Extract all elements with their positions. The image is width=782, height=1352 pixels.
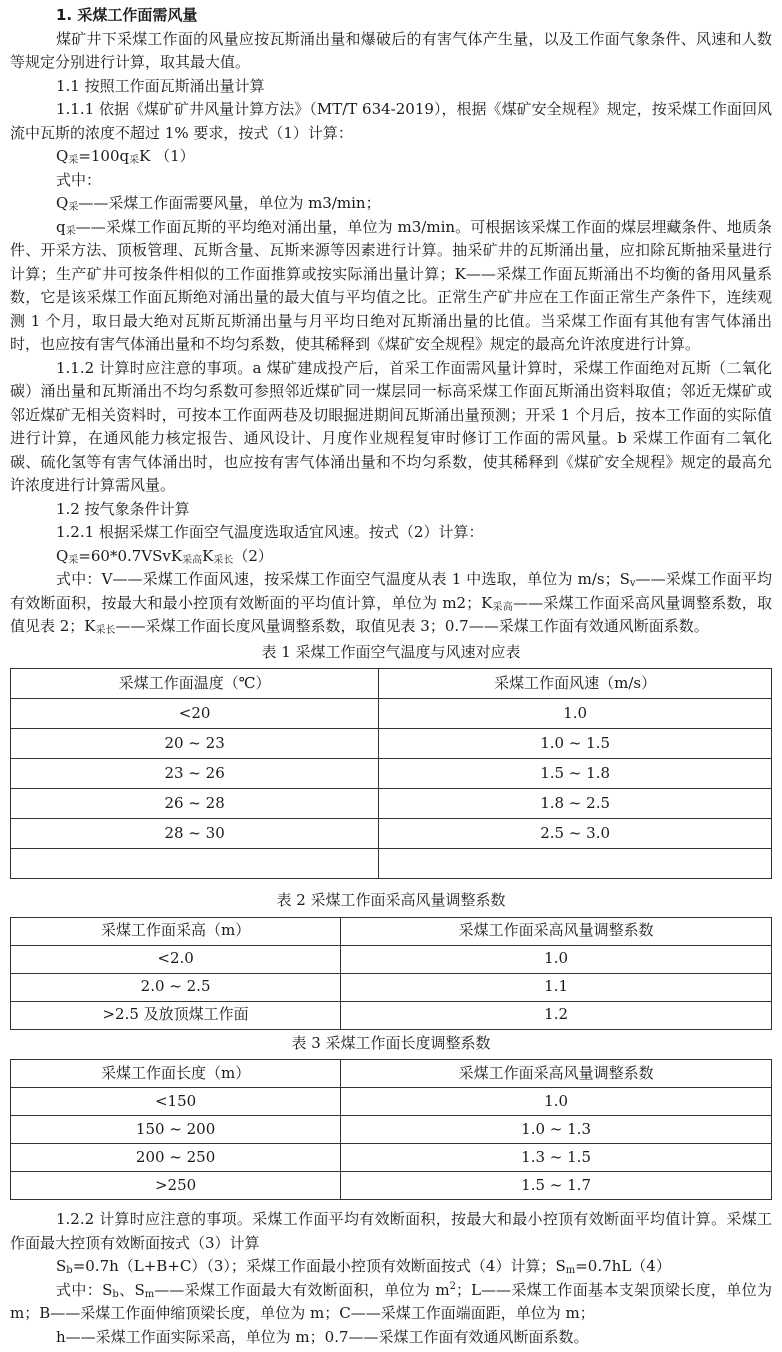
table-cell: 1.0 — [341, 1088, 772, 1116]
table-cell: 150 ~ 200 — [11, 1116, 341, 1144]
table-cell: 1.0 — [341, 945, 772, 973]
table-row — [11, 849, 772, 879]
table-row — [11, 699, 772, 729]
table-header-row — [11, 917, 772, 945]
table-row — [11, 973, 772, 1001]
header-cell: 采煤工作面温度（℃） — [11, 669, 379, 699]
table-cell: 1.1 — [341, 973, 772, 1001]
header-cell: 采煤工作面采高（m） — [11, 917, 341, 945]
table-row — [11, 1144, 772, 1172]
table-cell: 200 ~ 250 — [11, 1144, 341, 1172]
paragraph-1-1-1: 1.1.1 依据《煤矿矿井风量计算方法》（MT/T 634-2019），根据《煤矿安全规程》规定，按采煤工作面回风流中瓦斯的浓度不超过 1% 要求，按式（1）计算： — [10, 100, 772, 142]
table-cell: 1.0 ~ 1.3 — [341, 1116, 772, 1144]
table-row — [11, 789, 772, 819]
intro-paragraph: 煤矿井下采煤工作面的风量应按瓦斯涌出量和爆破后的有害气体产生量，以及工作面气象条件、风速和人数等规定分别进行计算，取其最大值。 — [10, 29, 772, 71]
table-header-row — [11, 1060, 772, 1088]
header-cell: 采煤工作面风速（m/s） — [379, 669, 772, 699]
definitions-formula-3-last: h——采煤工作面实际采高，单位为 m；0.7——采煤工作面有效通风断面系数。 — [56, 1327, 589, 1346]
table2-caption: 表 2 采煤工作面采高风量调整系数 — [276, 891, 506, 909]
table-cell: 1.5 ~ 1.7 — [341, 1172, 772, 1200]
table-cell: 2.0 ~ 2.5 — [11, 973, 341, 1001]
table1-caption: 表 1 采煤工作面空气温度与风速对应表 — [261, 642, 521, 661]
table-cell: 23 ~ 26 — [11, 759, 379, 789]
section-title: 1. 采煤工作面需风量 — [56, 6, 198, 24]
table-cell: <20 — [11, 699, 379, 729]
table-row — [11, 1116, 772, 1144]
paragraph-1-2-1: 1.2.1 根据采煤工作面空气温度选取适宜风速。按式（2）计算： — [56, 523, 484, 541]
table-length-coefficient — [10, 1059, 772, 1200]
table3-caption: 表 3 采煤工作面长度调整系数 — [291, 1033, 491, 1052]
table-cell: 28 ~ 30 — [11, 819, 379, 849]
table-cell: 1.3 ~ 1.5 — [341, 1144, 772, 1172]
table-height-coefficient — [10, 917, 772, 1030]
table-cell: 1.0 — [379, 699, 772, 729]
table-cell: <150 — [11, 1088, 341, 1116]
definition-q: $Q_采——$采煤工作面需要风量，单位为 m3/min； — [56, 194, 381, 213]
where-label: 式中： — [56, 170, 102, 189]
paragraph-1-1-2: 1.1.2 计算时应注意的事项。a 煤矿建成投产后，首采工作面需风量计算时，采煤工作面绝对瓦斯（二氧化碳）涌出量和瓦斯涌出不均匀系数可参照邻近煤矿同一煤层同一标高采煤工作面瓦斯涌出资料取值；邻近无煤矿或邻近煤矿无相关资料时，可按本工作面两巷及切眼掘进期间瓦斯涌出量预测；开采 1 个月后，按本工作面的实际值进行计算，在通风能力核定报告、通风设计、月度作业规程复审时修订工作面的需风量。b 采煤工作面有二氧化碳、硫化氢等有害气体涌出时，也应按有害气体涌出量和不均匀系数，使其稀释到《煤矿安全规程》规定的最高允许浓度进行计算需风量。 — [10, 358, 772, 494]
paragraph-1-2-2: 1.2.2 计算时应注意的事项。采煤工作面平均有效断面积，按最大和最小控顶有效断面平均值计算。采煤工作面最大控顶有效断面按式（3）计算 — [10, 1210, 772, 1252]
definitions-formula-2: 式中：V——采煤工作面风速，按采煤工作面空气温度从表 1 中选取，单位为 m/s；$S_v——$采煤工作面平均有效断面积，按最大和最小控顶有效断面的平均值计算，单位为 m2；$K_{采高}——$采煤工作面采高风量调整系数，取值见表 2；$K_{采长}——$采煤工作面长度风量调整系数，取值见表 3；0.7——采煤工作面有效通风断面系数。 — [10, 570, 772, 636]
table-row — [11, 759, 772, 789]
formula-1: $Q_采=100q_采K$ （1） — [56, 147, 195, 166]
table-row — [11, 819, 772, 849]
table-row — [11, 1172, 772, 1200]
subheading-1-2: 1.2 按气象条件计算 — [56, 499, 190, 518]
table-cell — [11, 849, 379, 879]
table-cell: 1.0 ~ 1.5 — [379, 729, 772, 759]
subheading-1-1: 1.1 按照工作面瓦斯涌出量计算 — [56, 76, 265, 95]
table-cell — [379, 849, 772, 879]
table-row — [11, 1088, 772, 1116]
table-cell: 1.2 — [341, 1001, 772, 1029]
formula-3-4: $S_b=0.7h(L+B+C)(3)$；采煤工作面最小控顶有效断面按式（4）计算；$S_m=0.7hL(4)$ — [56, 1257, 671, 1276]
table-header-row — [11, 669, 772, 699]
table-row — [11, 1001, 772, 1029]
definition-q-lower: $q_采——$采煤工作面瓦斯的平均绝对涌出量，单位为 m3/min。可根据该采煤工作面的煤层埋藏条件、地质条件、开采方法、顶板管理、瓦斯含量、瓦斯来源等因素进行计算。抽采矿井的瓦斯涌出量，应扣除瓦斯抽采量进行计算；生产矿井可按条件相似的工作面推算或按实际涌出量计算；K——采煤工作面瓦斯涌出不均衡的备用风量系数，它是该采煤工作面瓦斯绝对涌出量的最大值与平均值之比。正常生产矿井应在工作面正常生产条件下，连续观测 1 个月，取日最大绝对瓦斯瓦斯涌出量与月平均日绝对瓦斯涌出量的比值。当采煤工作面有其他有害气体涌出时，也应按有害气体涌出量和不均匀系数，使其稀释到《煤矿安全规程》规定的最高允许浓度进行计算。 — [10, 217, 772, 353]
table-cell: 2.5 ~ 3.0 — [379, 819, 772, 849]
header-cell: 采煤工作面采高风量调整系数 — [341, 1060, 772, 1088]
table-cell: 1.8 ~ 2.5 — [379, 789, 772, 819]
table-cell: <2.0 — [11, 945, 341, 973]
definitions-formula-3: 式中：$S_b$、$S_m——$采煤工作面最大有效断面积，单位为 $m^2$；L——采煤工作面基本支架顶梁长度，单位为 m；B——采煤工作面伸缩顶梁长度，单位为 m；C——采煤工作面端面距，单位为 m； — [10, 1280, 772, 1322]
header-cell: 采煤工作面采高风量调整系数 — [341, 917, 772, 945]
table-cell: 26 ~ 28 — [11, 789, 379, 819]
table-row — [11, 945, 772, 973]
table-cell: 1.5 ~ 1.8 — [379, 759, 772, 789]
table-cell: >2.5 及放顶煤工作面 — [11, 1001, 341, 1029]
table-row — [11, 729, 772, 759]
table-temperature-speed — [10, 668, 772, 879]
header-cell: 采煤工作面长度（m） — [11, 1060, 341, 1088]
table-cell: >250 — [11, 1172, 341, 1200]
formula-2: $Q_采=60*0.7VSvK_{采高}K_{采长}(2)$ — [56, 546, 273, 566]
table-cell: 20 ~ 23 — [11, 729, 379, 759]
